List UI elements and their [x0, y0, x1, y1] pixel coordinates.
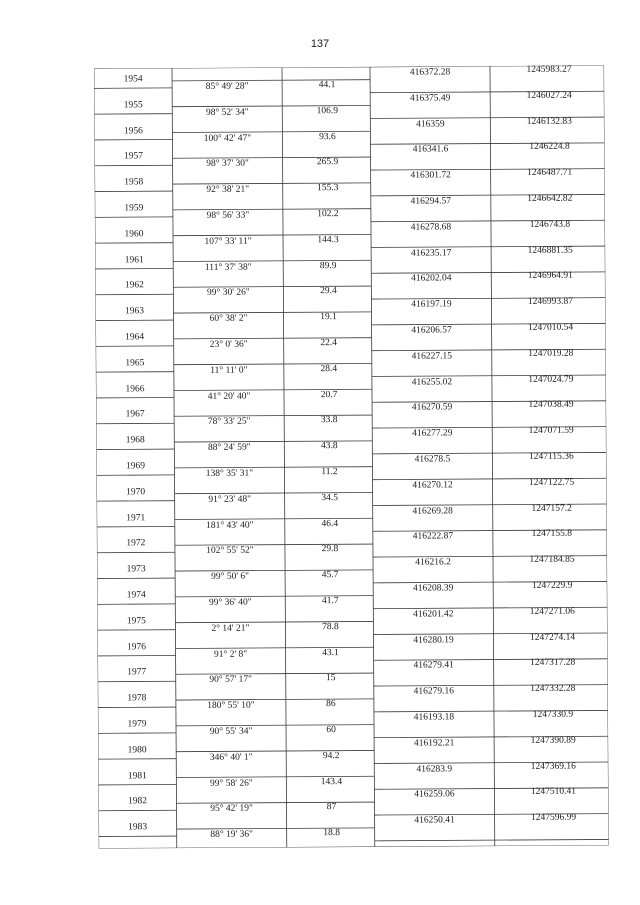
- year-cell: 1976: [127, 641, 147, 652]
- bearing-angle-cell: 99° 50' 6": [211, 571, 250, 583]
- x-coordinate-cell: 416259.06: [414, 789, 455, 801]
- bearing-angle-cell: 100° 42' 47": [203, 133, 252, 144]
- x-coordinate-cell: 416359: [416, 119, 445, 130]
- bearing-angle-cell: 91° 23' 48": [208, 494, 251, 505]
- y-coordinate-cell: 1246743.8: [529, 219, 571, 230]
- year-cell: 1955: [123, 100, 143, 111]
- x-coordinate-cell: 416255.02: [411, 376, 453, 388]
- bearing-angle-cell: 60° 38' 2": [209, 313, 248, 325]
- distance-cell: 18.8: [323, 828, 341, 839]
- bearing-angle-cell: 98° 37' 30": [206, 159, 249, 170]
- y-coordinate-cell: 1247122.75: [528, 477, 575, 488]
- bearing-angle-cell: 98° 52' 34": [205, 107, 249, 118]
- table-bottom-border: [99, 845, 609, 848]
- year-cell: 1974: [126, 590, 146, 601]
- x-coordinate-cell: 416375.49: [409, 93, 451, 104]
- year-cell: 1969: [125, 461, 145, 472]
- y-coordinate-cell: 1247010.54: [528, 322, 574, 333]
- year-cell: 1980: [127, 745, 147, 756]
- x-coordinate-cell: 416278.68: [410, 222, 452, 233]
- distance-cell: 29.4: [320, 286, 337, 297]
- year-cell: 1983: [128, 822, 148, 833]
- distance-cell: 93.6: [319, 131, 336, 142]
- distance-cell: 29.8: [321, 544, 339, 555]
- y-coordinate-cell: 1246993.87: [527, 296, 574, 308]
- distance-cell: 106.9: [316, 105, 338, 116]
- distance-cell: 28.4: [320, 363, 338, 374]
- x-coordinate-cell: 416201.42: [413, 609, 454, 620]
- year-cell: 1964: [125, 332, 145, 343]
- year-cell: 1971: [126, 512, 146, 523]
- year-cell: 1961: [124, 254, 144, 265]
- bearing-angle-cell: 99° 30' 26": [207, 288, 250, 299]
- distance-cell: 43.8: [320, 441, 338, 452]
- distance-cell: 11.2: [321, 467, 338, 478]
- x-coordinate-cell: 416250.41: [414, 815, 455, 826]
- bearing-angle-cell: 41° 20' 40": [207, 391, 251, 402]
- bearing-angle-cell: 346° 40' 1": [209, 752, 253, 763]
- distance-cell: 46.4: [321, 518, 339, 529]
- y-coordinate-cell: 1245983.27: [526, 64, 572, 75]
- coordinate-row-divider: [375, 839, 609, 840]
- bearing-angle-cell: 88° 24' 59": [207, 442, 251, 454]
- distance-cell: 78.8: [322, 621, 339, 632]
- year-cell: 1973: [126, 564, 146, 575]
- bearing-angle-cell: 99° 58' 26": [210, 778, 253, 789]
- year-cell: 1975: [126, 616, 146, 627]
- y-coordinate-cell: 1247024.79: [528, 374, 574, 385]
- y-coordinate-cell: 1246132.83: [526, 116, 572, 127]
- year-cell: 1967: [125, 409, 145, 420]
- distance-cell: 144.3: [317, 234, 339, 245]
- bearing-angle-cell: 180° 55' 10": [207, 700, 255, 712]
- x-coordinate-cell: 416301.72: [410, 170, 451, 181]
- year-cell: 1956: [123, 125, 143, 136]
- x-coordinate-cell: 416192.21: [413, 738, 455, 749]
- year-cell: 1979: [127, 719, 147, 730]
- y-coordinate-cell: 1246027.24: [526, 90, 572, 101]
- bearing-angle-cell: 95° 42' 19": [210, 803, 253, 815]
- x-coordinate-cell: 416294.57: [410, 196, 452, 207]
- x-coordinate-cell: 416277.29: [412, 428, 453, 439]
- year-cell: 1954: [123, 74, 143, 85]
- y-coordinate-cell: 1247157.2: [531, 503, 572, 514]
- bearing-angle-cell: 98° 56' 33": [206, 210, 250, 221]
- x-coordinate-cell: 416372.28: [409, 67, 451, 78]
- year-cell: 1957: [124, 151, 144, 162]
- x-coordinate-cell: 416279.16: [413, 686, 455, 697]
- year-cell: 1966: [125, 383, 145, 394]
- distance-cell: 143.4: [320, 776, 343, 787]
- year-cell: 1982: [127, 796, 148, 807]
- x-coordinate-cell: 416280.19: [413, 634, 454, 646]
- bearing-angle-cell: 88° 19' 36": [210, 829, 254, 841]
- bearing-angle-cell: 102° 55' 52": [206, 545, 254, 557]
- distance-cell: 20.7: [320, 389, 338, 400]
- x-coordinate-cell: 416341.6: [412, 144, 449, 156]
- year-cell: 1965: [125, 358, 145, 369]
- year-cell: 1970: [126, 487, 146, 498]
- x-coordinate-cell: 416206.57: [411, 325, 452, 336]
- x-coordinate-cell: 416208.39: [412, 583, 454, 594]
- x-coordinate-cell: 416216.2: [415, 557, 451, 568]
- distance-cell: 45.7: [321, 570, 339, 581]
- x-coordinate-cell: 416278.5: [414, 454, 451, 465]
- bearing-angle-cell: 2° 14' 21": [211, 623, 250, 634]
- y-coordinate-cell: 1247390.89: [530, 735, 576, 746]
- coordinate-table: [94, 65, 609, 848]
- bearing-angle-cell: 90° 57' 17": [209, 674, 253, 686]
- bearing-angle-cell: 181° 43' 40": [206, 520, 254, 531]
- bearing-angle-cell: 92° 38' 21": [206, 184, 250, 196]
- y-coordinate-cell: 1247038.49: [528, 400, 574, 411]
- year-cell: 1962: [124, 280, 144, 291]
- bearing-angle-cell: 11° 11' 0": [210, 365, 248, 376]
- year-cell: 1981: [127, 770, 147, 781]
- distance-cell: 22.4: [320, 338, 338, 349]
- x-coordinate-cell: 416202.04: [411, 273, 452, 285]
- distance-cell: 19.1: [320, 312, 337, 323]
- bearing-angle-cell: 85° 49' 28": [205, 81, 249, 92]
- x-coordinate-cell: 416193.18: [413, 712, 455, 723]
- bearing-angle-cell: 111° 37' 38": [204, 262, 252, 273]
- y-coordinate-cell: 1246642.82: [527, 193, 573, 204]
- x-coordinate-cell: 416270.59: [411, 402, 453, 414]
- distance-cell: 60: [326, 725, 336, 736]
- y-coordinate-cell: 1247330.9: [532, 709, 574, 720]
- y-coordinate-cell: 1247071.59: [528, 425, 574, 437]
- y-coordinate-cell: 1247369.16: [530, 761, 576, 772]
- y-coordinate-cell: 1246224.8: [529, 142, 570, 153]
- x-coordinate-cell: 416235.17: [410, 247, 452, 259]
- x-coordinate-cell: 416227.15: [411, 351, 452, 362]
- y-coordinate-cell: 1247229.9: [531, 580, 573, 591]
- y-coordinate-cell: 1247274.14: [529, 632, 576, 643]
- distance-cell: 102.2: [317, 209, 339, 220]
- y-coordinate-cell: 1246487.71: [527, 167, 573, 179]
- distance-cell: 86: [326, 699, 336, 710]
- bearing-angle-cell: 23° 0' 36": [209, 339, 248, 350]
- year-cell: 1960: [124, 229, 144, 240]
- year-cell: 1958: [124, 177, 144, 188]
- distance-cell: 89.9: [319, 260, 337, 271]
- y-coordinate-cell: 1247596.99: [530, 812, 577, 824]
- x-coordinate-cell: 416269.28: [412, 505, 453, 517]
- year-cell: 1963: [124, 306, 145, 317]
- distance-cell: 44.1: [318, 80, 336, 91]
- distance-cell: 155.3: [317, 183, 339, 194]
- bearing-angle-cell: 99° 36' 40": [208, 597, 252, 608]
- distance-cell: 87: [326, 802, 337, 813]
- bearing-angle-cell: 78° 33' 25": [207, 416, 251, 428]
- x-coordinate-cell: 416279.41: [413, 660, 454, 672]
- y-coordinate-cell: 1247184.85: [529, 554, 575, 566]
- distance-cell: 33.8: [320, 415, 338, 426]
- bearing-angle-cell: 90° 55' 34": [209, 726, 253, 737]
- distance-cell: 15: [325, 673, 336, 684]
- bearing-angle-cell: 91° 2' 8": [213, 649, 248, 660]
- year-cell: 1977: [127, 667, 147, 678]
- y-coordinate-cell: 1247332.28: [530, 683, 576, 695]
- distance-cell: 265.9: [316, 157, 339, 168]
- x-coordinate-cell: 416197.19: [411, 299, 452, 310]
- distance-cell: 34.5: [321, 492, 338, 503]
- y-coordinate-cell: 1247115.36: [528, 451, 574, 462]
- x-coordinate-cell: 416283.9: [416, 763, 453, 775]
- distance-cell: 94.2: [322, 750, 340, 761]
- x-coordinate-cell: 416222.87: [412, 531, 454, 543]
- y-coordinate-cell: 1247155.8: [531, 529, 573, 540]
- y-coordinate-cell: 1246881.35: [527, 245, 573, 256]
- distance-cell: 43.1: [322, 647, 339, 658]
- year-cell: 1959: [124, 203, 144, 214]
- bearing-angle-cell: 138° 35' 31": [205, 468, 254, 479]
- year-cell: 1978: [127, 693, 147, 704]
- y-coordinate-cell: 1247271.06: [529, 606, 575, 617]
- bearing-angle-cell: 107° 33' 11": [204, 236, 252, 247]
- year-cell: 1972: [126, 538, 146, 549]
- y-coordinate-cell: 1247019.28: [528, 348, 574, 359]
- page-number: 137: [310, 38, 330, 50]
- x-coordinate-cell: 416270.12: [412, 480, 453, 491]
- y-coordinate-cell: 1247510.41: [530, 787, 577, 798]
- y-coordinate-cell: 1246964.91: [527, 271, 573, 282]
- year-cell: 1968: [125, 435, 145, 446]
- distance-cell: 41.7: [321, 596, 339, 607]
- y-coordinate-cell: 1247317.28: [530, 658, 576, 669]
